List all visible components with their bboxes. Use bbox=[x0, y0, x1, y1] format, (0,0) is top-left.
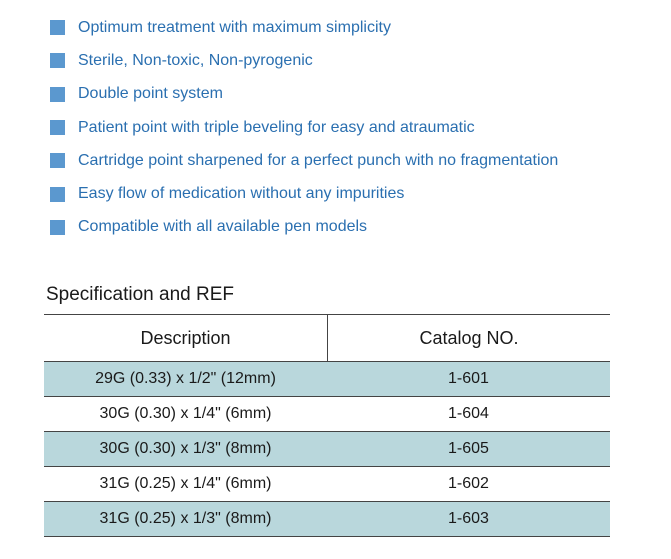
table-row bbox=[44, 362, 610, 396]
feature-item bbox=[50, 78, 650, 111]
catalog-no-cell: 1-605 bbox=[448, 440, 489, 457]
table-row bbox=[44, 501, 610, 536]
spec-table bbox=[44, 314, 610, 537]
feature-item bbox=[50, 211, 650, 244]
feature-item bbox=[50, 11, 650, 44]
feature-label: Sterile, Non-toxic, Non-pyrogenic bbox=[78, 51, 313, 69]
feature-item bbox=[50, 111, 650, 144]
feature-item bbox=[50, 177, 650, 210]
table-row bbox=[44, 431, 610, 466]
feature-label: Easy flow of medication without any impurities bbox=[78, 185, 405, 203]
square-bullet-icon bbox=[50, 220, 65, 235]
square-bullet-icon bbox=[50, 120, 65, 135]
catalog-no-cell: 1-603 bbox=[448, 510, 489, 527]
feature-item bbox=[50, 144, 650, 177]
square-bullet-icon bbox=[50, 153, 65, 168]
feature-list bbox=[50, 11, 650, 244]
feature-label: Cartridge point sharpened for a perfect punch with no fragmentation bbox=[78, 151, 559, 169]
feature-label: Optimum treatment with maximum simplicity bbox=[78, 18, 391, 36]
square-bullet-icon bbox=[50, 20, 65, 35]
table-row bbox=[44, 466, 610, 501]
catalog-no-cell: 1-602 bbox=[448, 475, 489, 492]
feature-item bbox=[50, 44, 650, 77]
square-bullet-icon bbox=[50, 53, 65, 68]
description-cell: 29G (0.33) x 1/2" (12mm) bbox=[95, 370, 276, 387]
column-header-description: Description bbox=[44, 315, 328, 361]
table-row bbox=[44, 396, 610, 431]
column-header-catalog-no: Catalog NO. bbox=[419, 327, 519, 348]
feature-label: Double point system bbox=[78, 85, 223, 103]
square-bullet-icon bbox=[50, 87, 65, 102]
description-cell: 30G (0.30) x 1/4" (6mm) bbox=[99, 405, 272, 422]
description-cell: 31G (0.25) x 1/4" (6mm) bbox=[99, 475, 272, 492]
feature-label: Compatible with all available pen models bbox=[78, 218, 368, 236]
square-bullet-icon bbox=[50, 187, 65, 202]
catalog-no-cell: 1-601 bbox=[448, 370, 489, 387]
catalog-no-cell: 1-604 bbox=[448, 405, 489, 422]
spec-section-title: Specification and REF bbox=[46, 284, 234, 305]
description-cell: 30G (0.30) x 1/3" (8mm) bbox=[99, 440, 272, 457]
feature-label: Patient point with triple beveling for easy and atraumatic bbox=[78, 118, 475, 136]
table-header bbox=[44, 315, 610, 362]
description-cell: 31G (0.25) x 1/3" (8mm) bbox=[99, 510, 272, 527]
table-body bbox=[44, 362, 610, 536]
